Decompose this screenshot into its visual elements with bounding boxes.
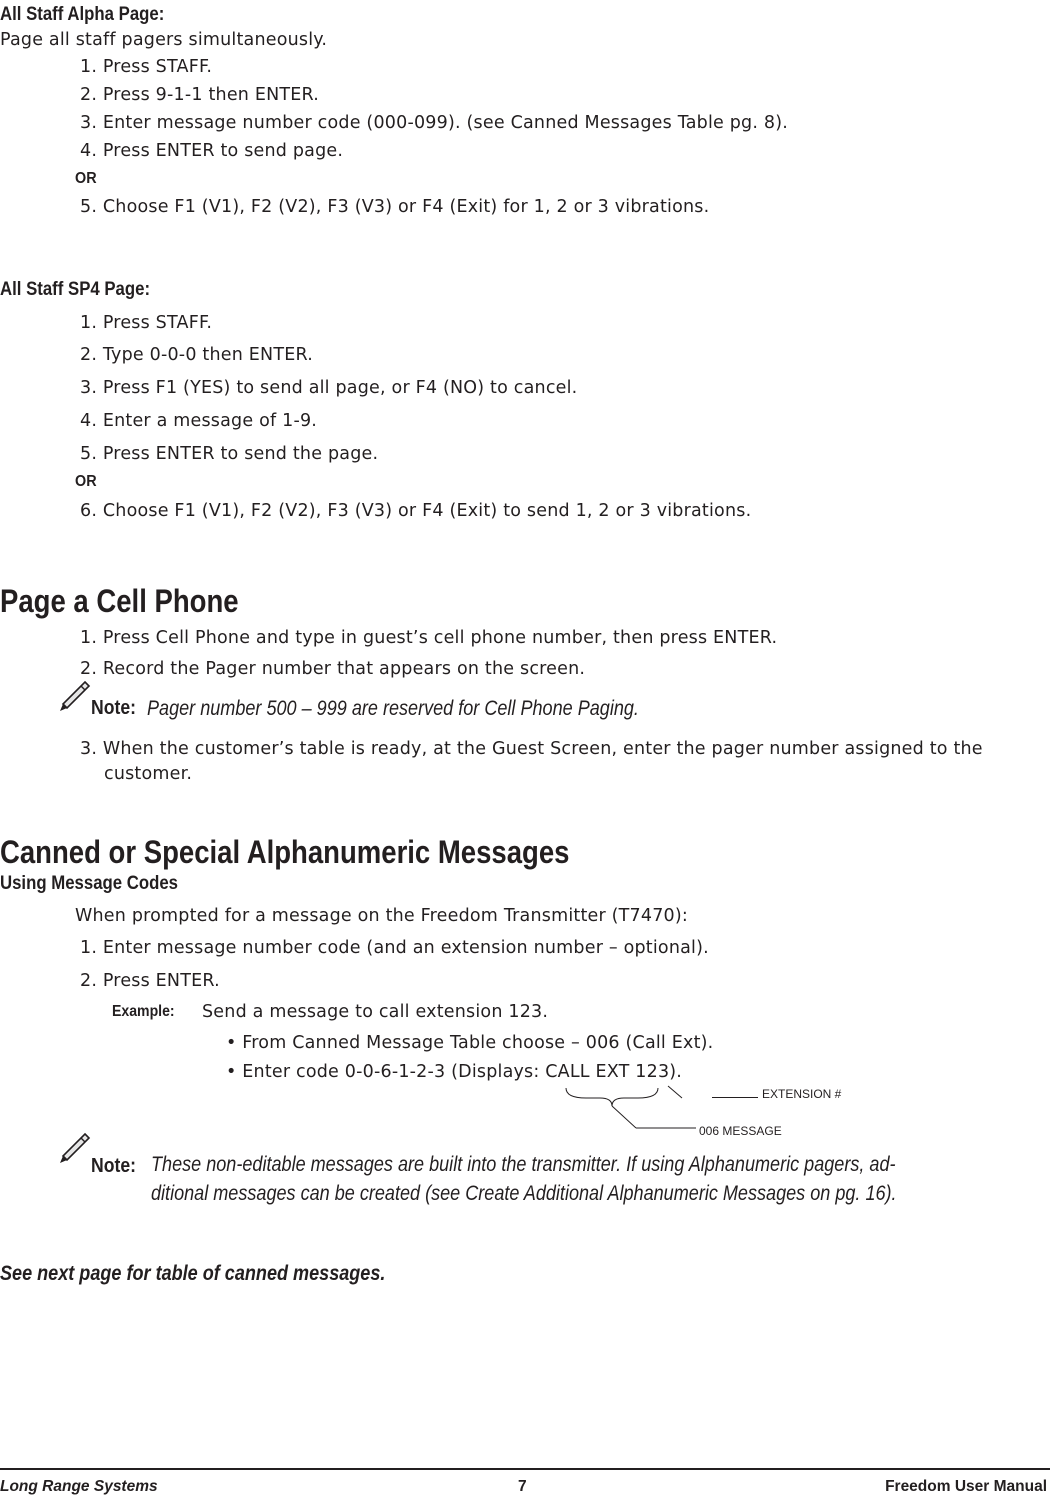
- section-intro: When prompted for a message on the Freedom Transmitter (T7470):: [75, 906, 689, 926]
- section-title-all-staff-sp4: All Staff SP4 Page:: [0, 278, 151, 300]
- note-label: Note:: [91, 697, 136, 719]
- step: 1. Press Cell Phone and type in guest’s cell phone number, then press ENTER.: [80, 628, 778, 648]
- note-text: These non-editable messages are built into the transmitter. If using Alphanumeric pagers, ad-: [151, 1153, 896, 1176]
- footer-rule: [0, 1468, 1050, 1470]
- code-bracket-diagram: [560, 1084, 700, 1140]
- section-intro: Page all staff pagers simultaneously.: [0, 30, 328, 50]
- or-label: OR: [75, 170, 97, 187]
- bullet-item: • From Canned Message Table choose – 006 (Call Ext).: [226, 1033, 714, 1053]
- extension-label: EXTENSION #: [762, 1087, 842, 1101]
- step: 4. Press ENTER to send page.: [80, 141, 344, 161]
- footer-manual-title: Freedom User Manual: [885, 1478, 1047, 1495]
- page-number: 7: [518, 1478, 527, 1495]
- step: 2. Press ENTER.: [80, 971, 220, 991]
- step: 5. Press ENTER to send the page.: [80, 444, 379, 464]
- step: 6. Choose F1 (V1), F2 (V2), F3 (V3) or F4 (Exit) to send 1, 2 or 3 vibrations.: [80, 501, 752, 521]
- section-title-canned-messages: Canned or Special Alphanumeric Messages: [0, 834, 570, 870]
- example-text: Send a message to call extension 123.: [202, 1002, 549, 1022]
- step: 3. Press F1 (YES) to send all page, or F4 (NO) to cancel.: [80, 378, 578, 398]
- step: 4. Enter a message of 1-9.: [80, 411, 318, 431]
- step: 2. Type 0-0-0 then ENTER.: [80, 345, 313, 365]
- pencil-icon: [57, 1132, 91, 1166]
- note-label: Note:: [91, 1155, 136, 1177]
- or-label: OR: [75, 473, 97, 490]
- section-title-all-staff-alpha: All Staff Alpha Page:: [0, 3, 165, 25]
- bullet-item: • Enter code 0-0-6-1-2-3 (Displays: CALL EXT 123).: [226, 1062, 683, 1082]
- section-title-cell-phone: Page a Cell Phone: [0, 583, 239, 619]
- step: 1. Enter message number code (and an extension number – optional).: [80, 938, 709, 958]
- step: 2. Record the Pager number that appears on the screen.: [80, 659, 586, 679]
- note-text-continuation: ditional messages can be created (see Create Additional Alphanumeric Messages on pg. 16).: [151, 1182, 897, 1205]
- step-continuation: customer.: [104, 764, 193, 784]
- step: 3. Enter message number code (000-099). (see Canned Messages Table pg. 8).: [80, 113, 788, 133]
- step: 1. Press STAFF.: [80, 57, 213, 77]
- extension-leader-line: [712, 1097, 758, 1098]
- footer-company: Long Range Systems: [0, 1478, 158, 1495]
- note-text: Pager number 500 – 999 are reserved for Cell Phone Paging.: [147, 697, 639, 720]
- example-label: Example:: [112, 1003, 175, 1020]
- section-subtitle: Using Message Codes: [0, 872, 179, 894]
- step: 2. Press 9-1-1 then ENTER.: [80, 85, 320, 105]
- see-next-page-note: See next page for table of canned messages.: [0, 1262, 386, 1285]
- step: 5. Choose F1 (V1), F2 (V2), F3 (V3) or F4 (Exit) for 1, 2 or 3 vibrations.: [80, 197, 710, 217]
- step: 3. When the customer’s table is ready, at the Guest Screen, enter the pager number assigned to the: [80, 739, 983, 759]
- step: 1. Press STAFF.: [80, 313, 213, 333]
- pencil-icon: [57, 680, 91, 714]
- message-label: 006 MESSAGE: [699, 1124, 782, 1138]
